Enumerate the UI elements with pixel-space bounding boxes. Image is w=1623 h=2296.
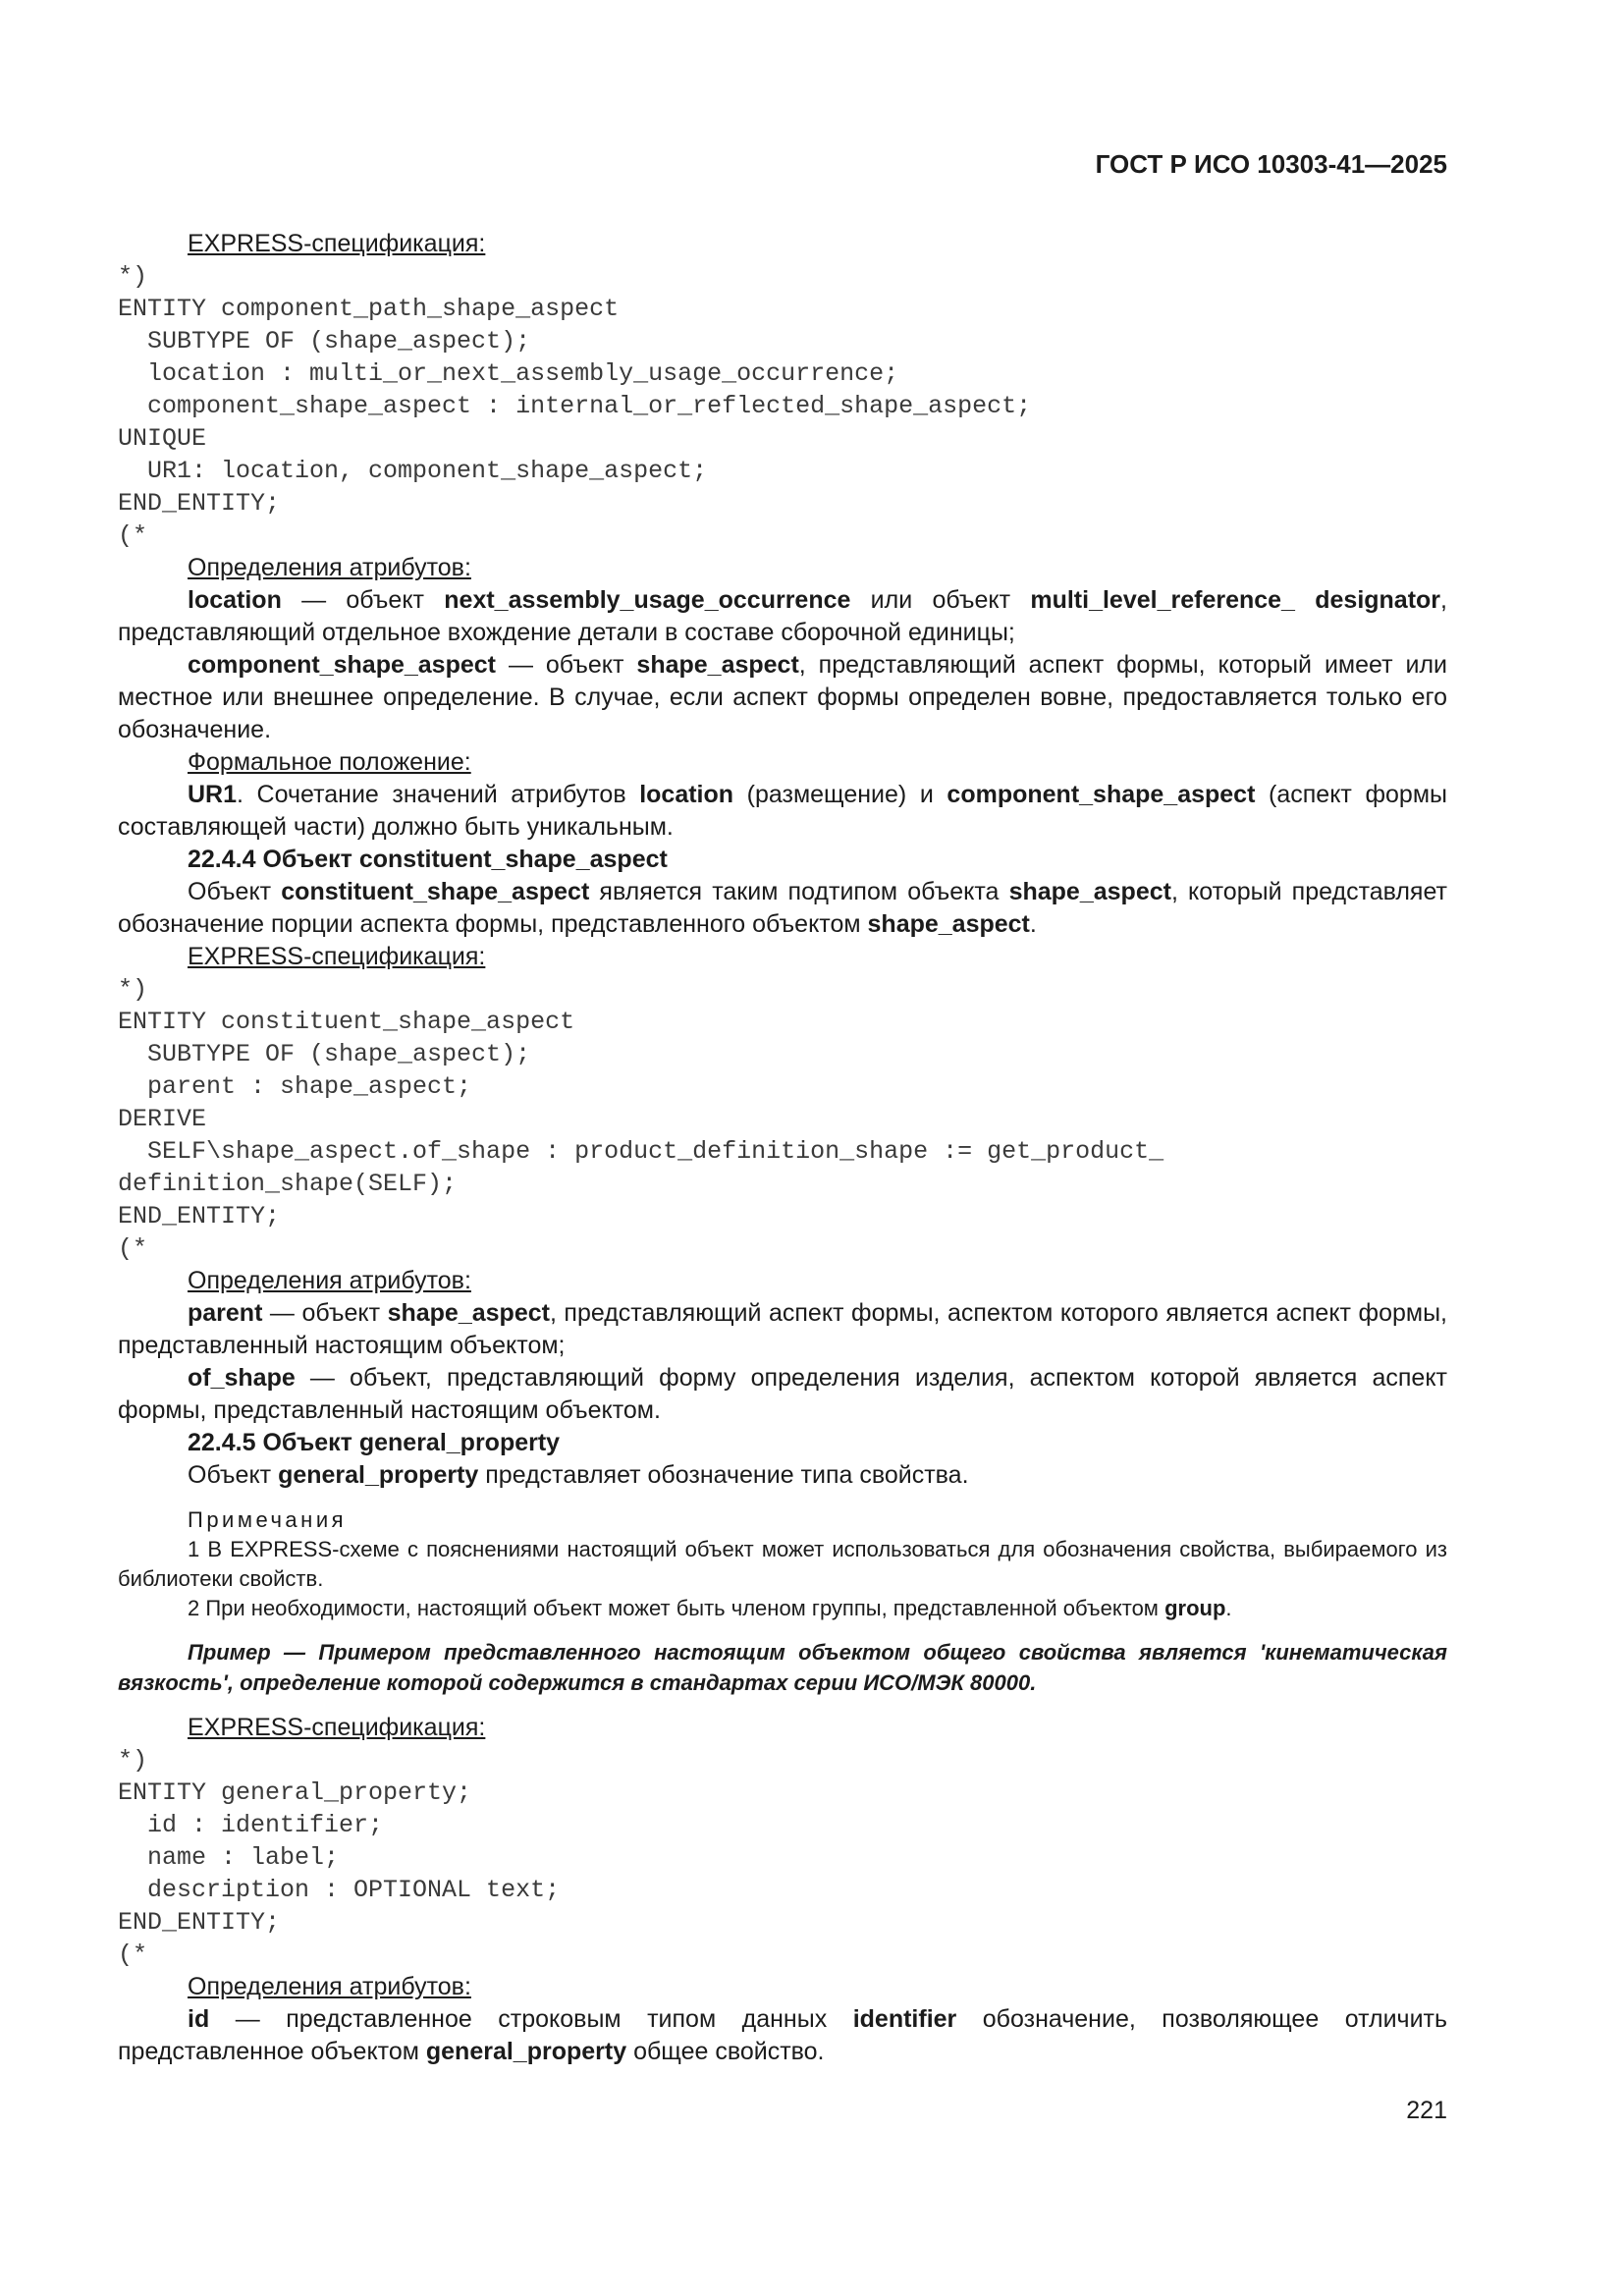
- code-line: END_ENTITY;: [118, 1202, 281, 1230]
- attr-defs-label: Определения атрибутов:: [188, 1267, 471, 1294]
- code-line: description : OPTIONAL text;: [118, 1876, 561, 1904]
- note-2: 2 При необходимости, настоящий объект может быть членом группы, представленной объектом group.: [188, 1596, 1232, 1620]
- express-spec-label: EXPRESS-спецификация:: [188, 943, 486, 970]
- attr-location: location — объект next_assembly_usage_occurrence или объект multi_level_reference_ designator, представляющий отдельное вхождение детали в составе сборочной единицы;: [118, 586, 1447, 646]
- example-text: Пример — Примером представленного настоящим объектом общего свойства является 'кинематическая вязкость', определение которой содержится в стандартах серии ИСО/МЭК 80000.: [118, 1640, 1447, 1695]
- code-line: UNIQUE: [118, 424, 207, 453]
- code-line: *): [118, 975, 148, 1004]
- code-block-constituent-shape-aspect: [118, 973, 1447, 1265]
- section-text-constituent: Объект constituent_shape_aspect является таким подтипом объекта shape_aspect, который представляет обозначение порции аспекта формы, представленного объектом shape_aspect.: [118, 878, 1447, 938]
- code-line: END_ENTITY;: [118, 489, 281, 518]
- attr-component-shape-aspect: component_shape_aspect — объект shape_aspect, представляющий аспект формы, который имеет или местное или внешнее определение. В случае, если аспект формы определен вовне, предоставляется только его обозначение.: [118, 651, 1447, 743]
- code-line: *): [118, 1746, 148, 1775]
- code-line: (*: [118, 521, 148, 550]
- section-heading-general-property: 22.4.5 Объект general_property: [188, 1429, 561, 1456]
- code-line: component_shape_aspect : internal_or_reflected_shape_aspect;: [118, 392, 1032, 420]
- code-line: DERIVE: [118, 1105, 207, 1133]
- express-spec-label: EXPRESS-спецификация:: [188, 1714, 486, 1741]
- section-heading-constituent: 22.4.4 Объект constituent_shape_aspect: [188, 846, 668, 873]
- code-line: ENTITY constituent_shape_aspect: [118, 1008, 575, 1036]
- code-line: location : multi_or_next_assembly_usage_occurrence;: [118, 359, 899, 388]
- code-line: SELF\shape_aspect.of_shape : product_definition_shape := get_product_: [118, 1137, 1164, 1166]
- document-header: ГОСТ Р ИСО 10303-41—2025: [1095, 149, 1447, 179]
- code-line: (*: [118, 1941, 148, 1969]
- code-block-component-path-shape-aspect: [118, 260, 1447, 552]
- attr-parent: parent — объект shape_aspect, представляющий аспект формы, аспектом которого является аспект формы, представленный настоящим объектом;: [118, 1299, 1448, 1359]
- code-line: parent : shape_aspect;: [118, 1072, 472, 1101]
- code-line: SUBTYPE OF (shape_aspect);: [118, 1040, 531, 1068]
- code-line: id : identifier;: [118, 1811, 384, 1839]
- attr-defs-label: Определения атрибутов:: [188, 554, 471, 581]
- page-content: [118, 228, 1447, 2068]
- code-line: ENTITY general_property;: [118, 1778, 472, 1807]
- code-line: name : label;: [118, 1843, 340, 1872]
- section-text-general-property: Объект general_property представляет обозначение типа свойства.: [188, 1461, 969, 1489]
- page-number: 221: [1406, 2097, 1447, 2124]
- attr-id: id — представленное строковым типом данных identifier обозначение, позволяющее отличить представленное объектом general_property общее свойство.: [118, 2005, 1448, 2065]
- attr-defs-label: Определения атрибутов:: [188, 1973, 471, 2000]
- code-line: (*: [118, 1234, 148, 1263]
- formal-ur1: UR1. Сочетание значений атрибутов location (размещение) и component_shape_aspect (аспект формы составляющей части) должно быть уникальным.: [118, 781, 1447, 841]
- code-line: SUBTYPE OF (shape_aspect);: [118, 327, 531, 355]
- notes-title: Примечания: [188, 1507, 348, 1532]
- code-line: *): [118, 262, 148, 291]
- note-1: 1 В EXPRESS-схеме с пояснениями настоящий объект может использоваться для обозначения свойства, выбираемого из библиотеки свойств.: [118, 1537, 1447, 1591]
- express-spec-label: EXPRESS-спецификация:: [188, 230, 486, 257]
- code-line: definition_shape(SELF);: [118, 1170, 458, 1198]
- code-line: UR1: location, component_shape_aspect;: [118, 457, 708, 485]
- attr-of-shape: of_shape — объект, представляющий форму определения изделия, аспектом которой является аспект формы, представленный настоящим объектом.: [118, 1364, 1447, 1424]
- code-block-general-property: [118, 1744, 1447, 1971]
- code-line: END_ENTITY;: [118, 1908, 281, 1937]
- code-line: ENTITY component_path_shape_aspect: [118, 295, 620, 323]
- formal-label: Формальное положение:: [188, 748, 471, 776]
